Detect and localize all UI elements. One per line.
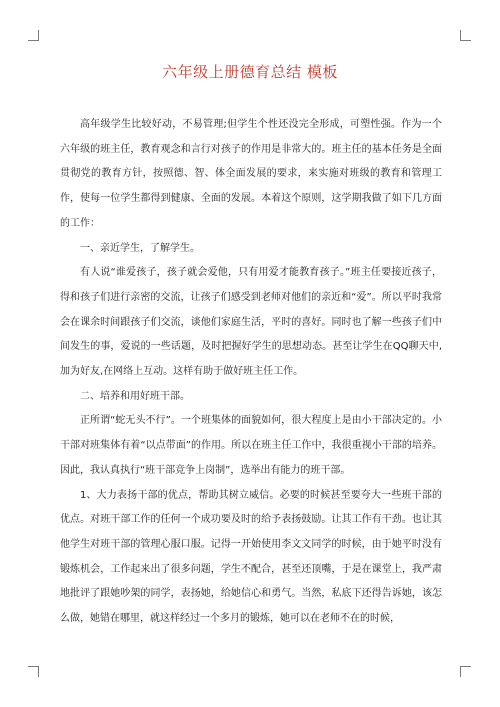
paragraph-section-2: 正所谓“蛇无头不行”。一个班集体的面貌如何，很大程度上是由小干部决定的。小干部对班集体有着“以点带面”的作用。所以在班主任工作中，我很重视小干部的培养。因此，我认真执行“班干部竞争上岗制”，选举出有能力的班干部。 — [60, 415, 442, 476]
crop-mark-top-right — [460, 30, 471, 41]
document-body — [60, 113, 442, 632]
section-heading-2: 二、培养和用好班干部。 — [80, 390, 190, 402]
paragraph-item-1: 1、大力表扬干部的优点，帮助其树立威信。必要的时候甚至要夸大一些班干部的优点。对班干部工作的任何一个成功要及时的给予表扬鼓励。让其工作有干劲。也让其他学生对班干部的管理心服口服。记得一开始使用李文文同学的时候，由于她平时没有锻炼机会，工作起来出了很多问题，学生不配合，甚至还顶嘴，于是在课堂上，我严肃地批评了跟她吵架的同学，表扬她，给她信心和勇气。当然，私底下还得告诉她，该怎么做，她错在哪里，就这样经过一个多月的锻炼，她可以在老师不在的时候， — [60, 489, 442, 625]
crop-mark-top-left — [28, 30, 39, 41]
paragraph-section-1: 有人说“谁爱孩子，孩子就会爱他，只有用爱才能教育孩子。”班主任要接近孩子，得和孩子们进行亲密的交流，让孩子们感受到老师对他们的亲近和“爱”。所以平时我常会在课余时间跟孩子们交流，谈他们家庭生活，平时的喜好。同时也了解一些孩子们中间发生的事，爱说的一些话题，及时把握好学生的思想动态。甚至让学生在QQ聊天中,加为好友,在网络上互动。这样有助于做好班主任工作。 — [60, 267, 442, 378]
section-heading-1: 一、亲近学生，了解学生。 — [80, 242, 200, 254]
crop-mark-bottom-right — [460, 666, 471, 677]
document-title: 六年级上册德育总结 模板 — [162, 63, 338, 81]
paragraph-intro: 高年级学生比较好动，不易管理;但学生个性还没完全形成，可塑性强。作为一个六年级的班主任，教育观念和言行对孩子的作用是非常大的。班主任的基本任务是全面贯彻党的教育方针，按照德、智、体全面发展的要求，来实施对班级的教育和管理工作，使每一位学生都得到健康、全面的发展。本着这个原则，这学期我做了如下几方面的工作： — [60, 119, 442, 229]
crop-mark-bottom-left — [28, 666, 39, 677]
